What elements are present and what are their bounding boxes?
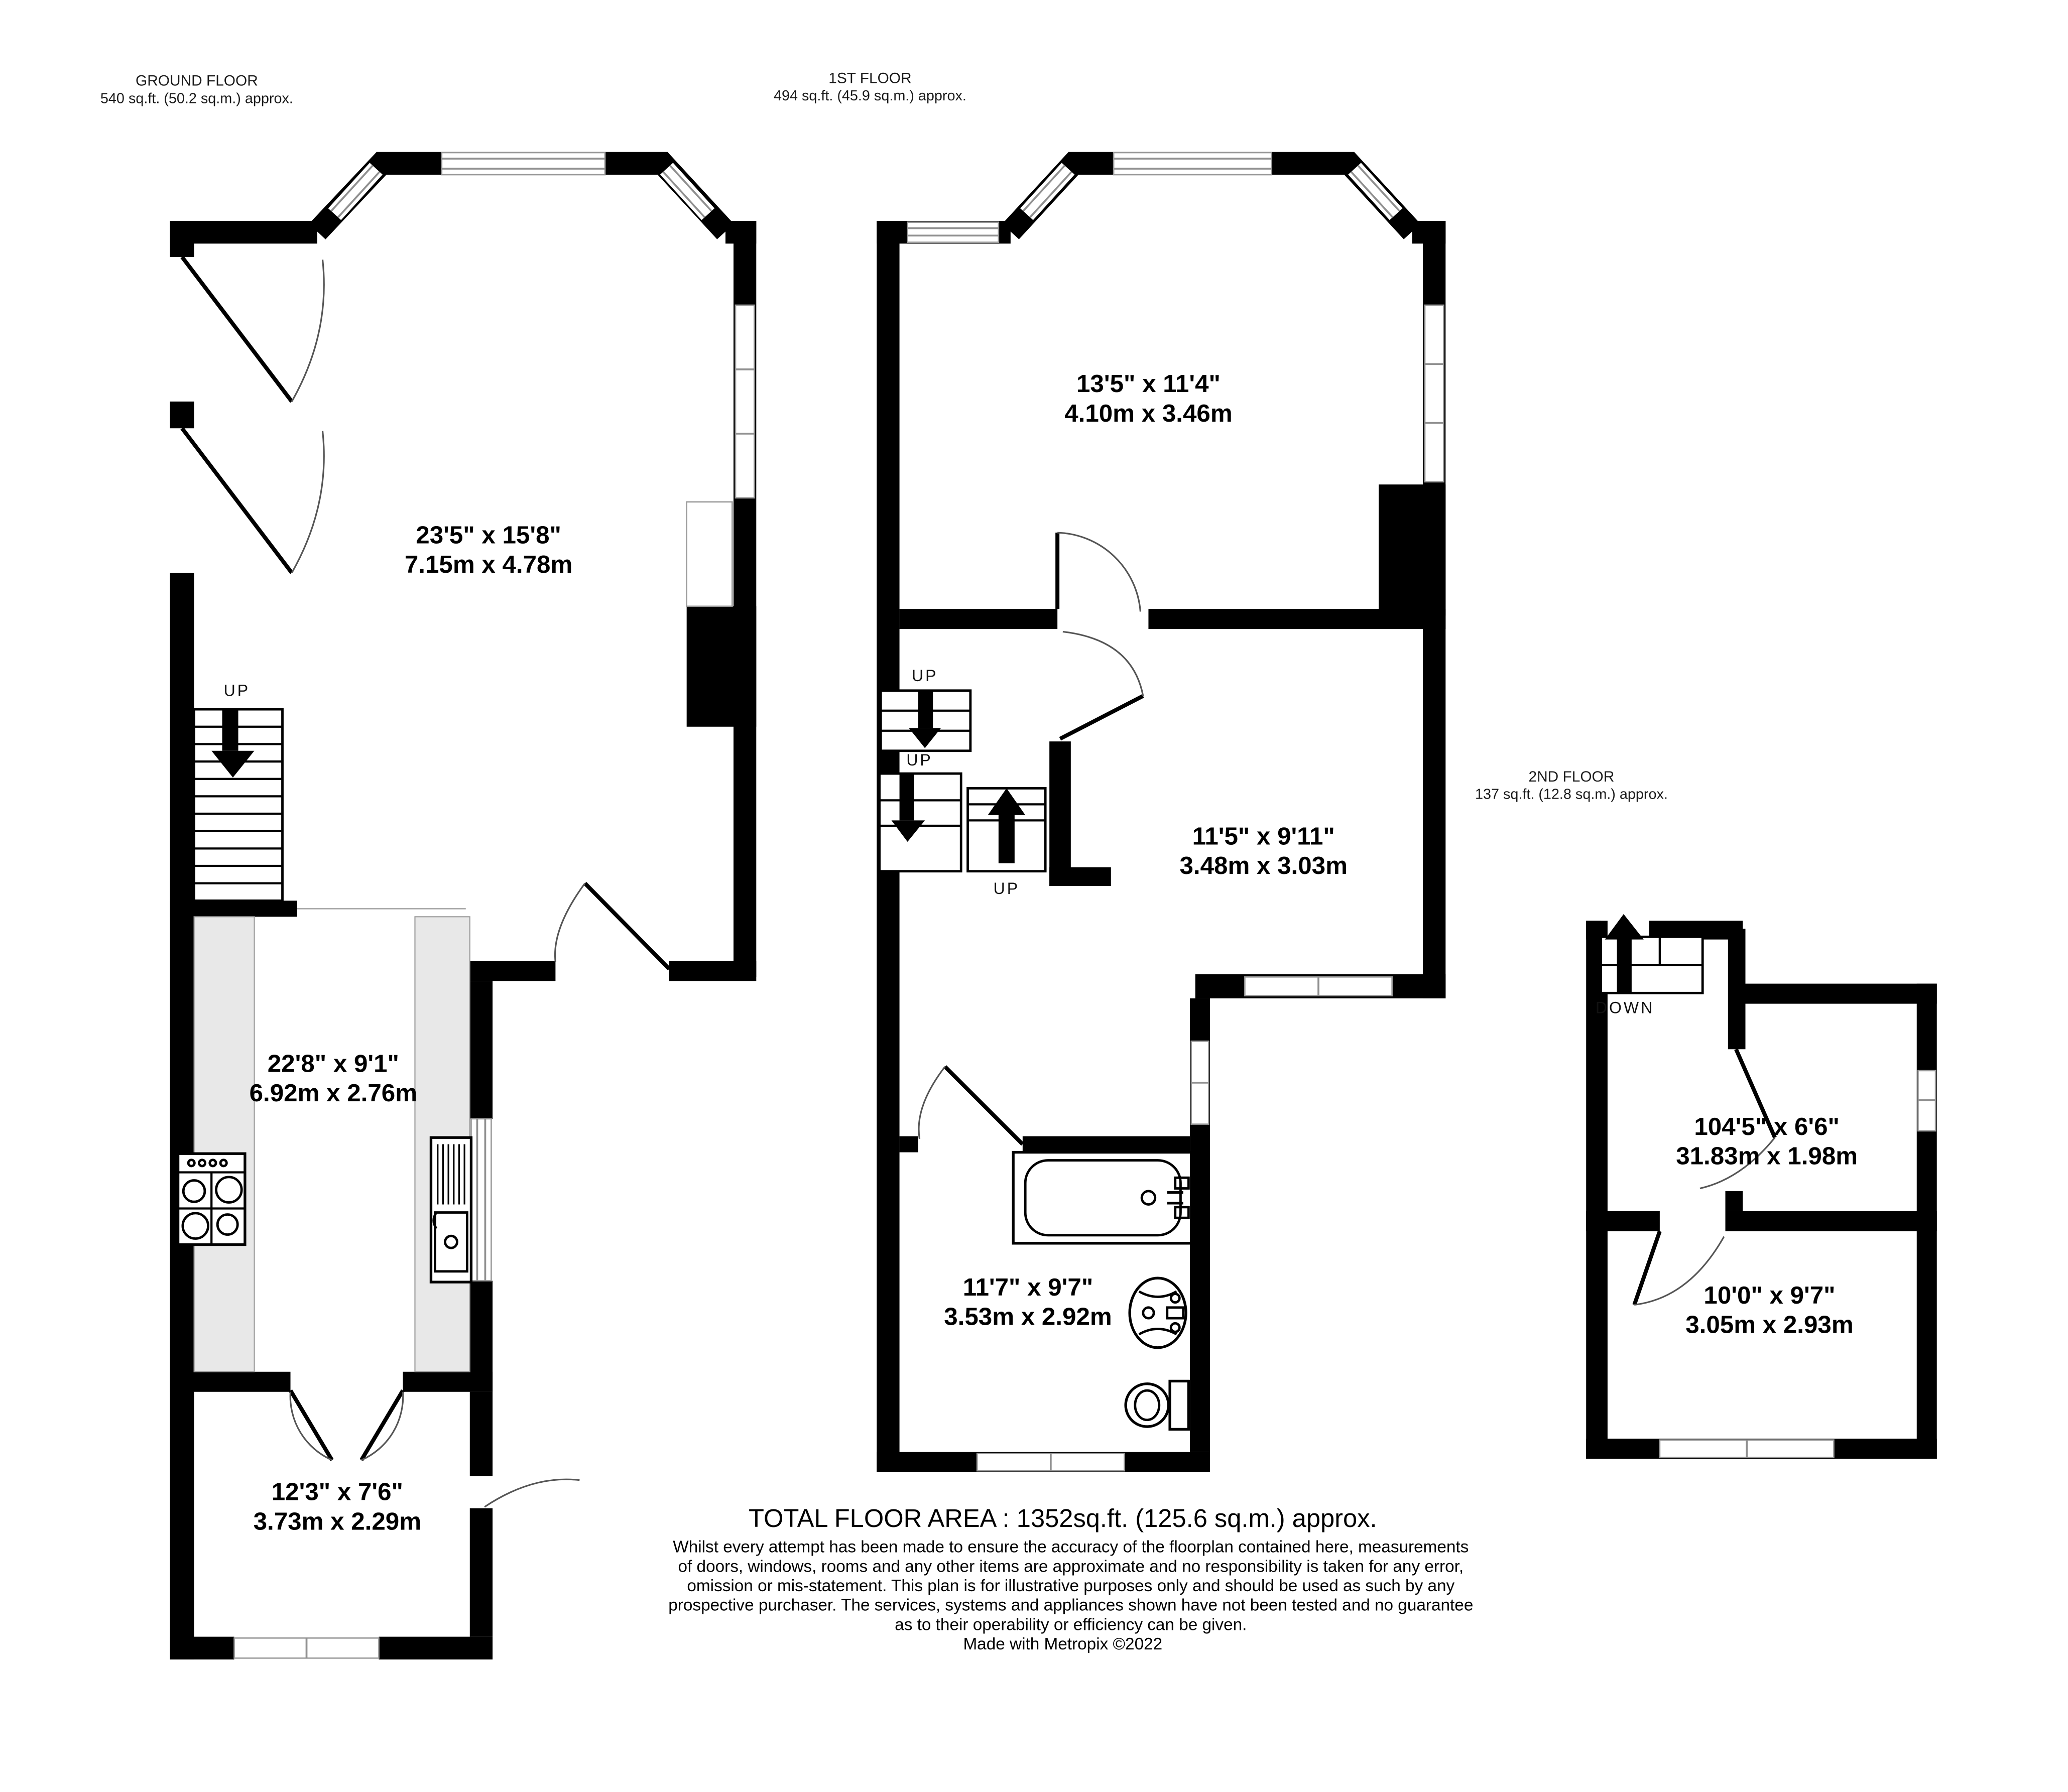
window <box>471 1119 491 1281</box>
window <box>1918 1071 1935 1131</box>
first-floor-title: 1ST FLOOR <box>828 70 912 87</box>
stairs-up-label: UP <box>906 751 933 770</box>
window <box>1191 1041 1209 1124</box>
room-dims-metric: 4.10m x 3.46m <box>1064 399 1233 427</box>
room-dims-metric: 6.92m x 2.76m <box>249 1079 418 1107</box>
room-dims-imperial: 12'3" x 7'6" <box>271 1478 403 1506</box>
stairs-up-label: UP <box>993 879 1020 898</box>
stairs-down-label: DOWN <box>1595 998 1655 1017</box>
stairs-up-label: UP <box>223 681 251 700</box>
toilet-icon <box>1126 1381 1188 1429</box>
room-dims-metric: 31.83m x 1.98m <box>1676 1142 1858 1170</box>
window <box>234 1638 379 1658</box>
window <box>1023 166 1071 217</box>
room-dims-imperial: 104'5" x 6'6" <box>1694 1112 1840 1140</box>
room-dims-metric: 3.48m x 3.03m <box>1179 852 1348 880</box>
second-floor-plan <box>1475 769 1937 1459</box>
room-dims-imperial: 23'5" x 15'8" <box>416 521 561 549</box>
ground-floor-area: 540 sq.ft. (50.2 sq.m.) approx. <box>100 90 293 107</box>
door-swing <box>484 1479 579 1507</box>
basin-icon <box>1130 1278 1186 1348</box>
chimney-breast <box>1379 484 1445 615</box>
ground-floor-windows <box>234 153 755 1658</box>
disclaimer-line: Whilst every attempt has been made to ensure the accuracy of the floorplan contained here, measurements <box>673 1538 1469 1557</box>
first-floor-plan <box>774 70 1445 1472</box>
stairs-up-label: UP <box>912 667 938 685</box>
door-swing <box>182 257 324 402</box>
first-floor-stairs <box>880 667 1046 898</box>
door-swing <box>919 1067 1023 1144</box>
ground-floor-walls <box>170 163 757 1659</box>
disclaimer-line: prospective purchaser. The services, systems and appliances shown have not been tested and no guarantee <box>668 1596 1474 1615</box>
window <box>908 222 999 242</box>
disclaimer-line: as to their operability or efficiency can be given. <box>895 1615 1247 1634</box>
room-dims-metric: 3.05m x 2.93m <box>1685 1311 1854 1339</box>
footer <box>668 1504 1473 1653</box>
window <box>1114 153 1272 175</box>
stove-icon <box>178 1154 245 1244</box>
sink-icon <box>431 1137 471 1282</box>
alcove <box>687 502 733 606</box>
second-floor-title: 2ND FLOOR <box>1528 769 1615 786</box>
second-floor-doors <box>1634 1049 1775 1305</box>
door-swing <box>1060 631 1143 738</box>
total-floor-area: TOTAL FLOOR AREA : 1352sq.ft. (125.6 sq.m.) approx. <box>749 1504 1377 1533</box>
window <box>331 166 380 217</box>
window <box>1351 166 1399 217</box>
window <box>977 1453 1124 1471</box>
room-dims-metric: 3.53m x 2.92m <box>944 1303 1112 1331</box>
kitchen-fittings <box>178 917 471 1371</box>
door-swing <box>555 883 669 969</box>
chimney-breast <box>687 606 757 727</box>
first-floor-area: 494 sq.ft. (45.9 sq.m.) approx. <box>773 88 966 104</box>
bathtub-icon <box>1013 1153 1191 1243</box>
disclaimer-line: omission or mis-statement. This plan is for illustrative purposes only and should be used as such by any <box>687 1576 1455 1595</box>
room-dims-imperial: 11'5" x 9'11" <box>1192 822 1335 850</box>
door-swing <box>290 1390 332 1460</box>
door-swing <box>361 1390 403 1460</box>
window <box>1245 977 1392 995</box>
window <box>736 305 754 498</box>
disclaimer-line: of doors, windows, rooms and any other items are approximate and no responsibility is taken for any error, <box>678 1557 1464 1576</box>
window <box>1425 305 1443 482</box>
room-dims-imperial: 10'0" x 9'7" <box>1704 1281 1836 1309</box>
second-floor-area: 137 sq.ft. (12.8 sq.m.) approx. <box>1475 786 1668 803</box>
window <box>1660 1440 1834 1458</box>
room-dims-imperial: 11'7" x 9'7" <box>962 1273 1093 1301</box>
room-dims-metric: 3.73m x 2.29m <box>253 1507 422 1535</box>
room-dims-metric: 7.15m x 4.78m <box>404 551 573 579</box>
window <box>442 153 605 175</box>
ground-floor-stairs <box>194 681 283 901</box>
room-dims-imperial: 22'8" x 9'1" <box>267 1050 399 1078</box>
kitchen-counter-left <box>194 917 255 1371</box>
ground-floor-plan <box>100 73 756 1659</box>
door-swing <box>182 428 324 573</box>
ground-floor-title: GROUND FLOOR <box>136 72 258 89</box>
metropix-credit: Made with Metropix ©2022 <box>963 1634 1163 1653</box>
room-dims-imperial: 13'5" x 11'4" <box>1076 370 1221 398</box>
door-swing <box>1057 533 1140 611</box>
window <box>663 166 711 217</box>
